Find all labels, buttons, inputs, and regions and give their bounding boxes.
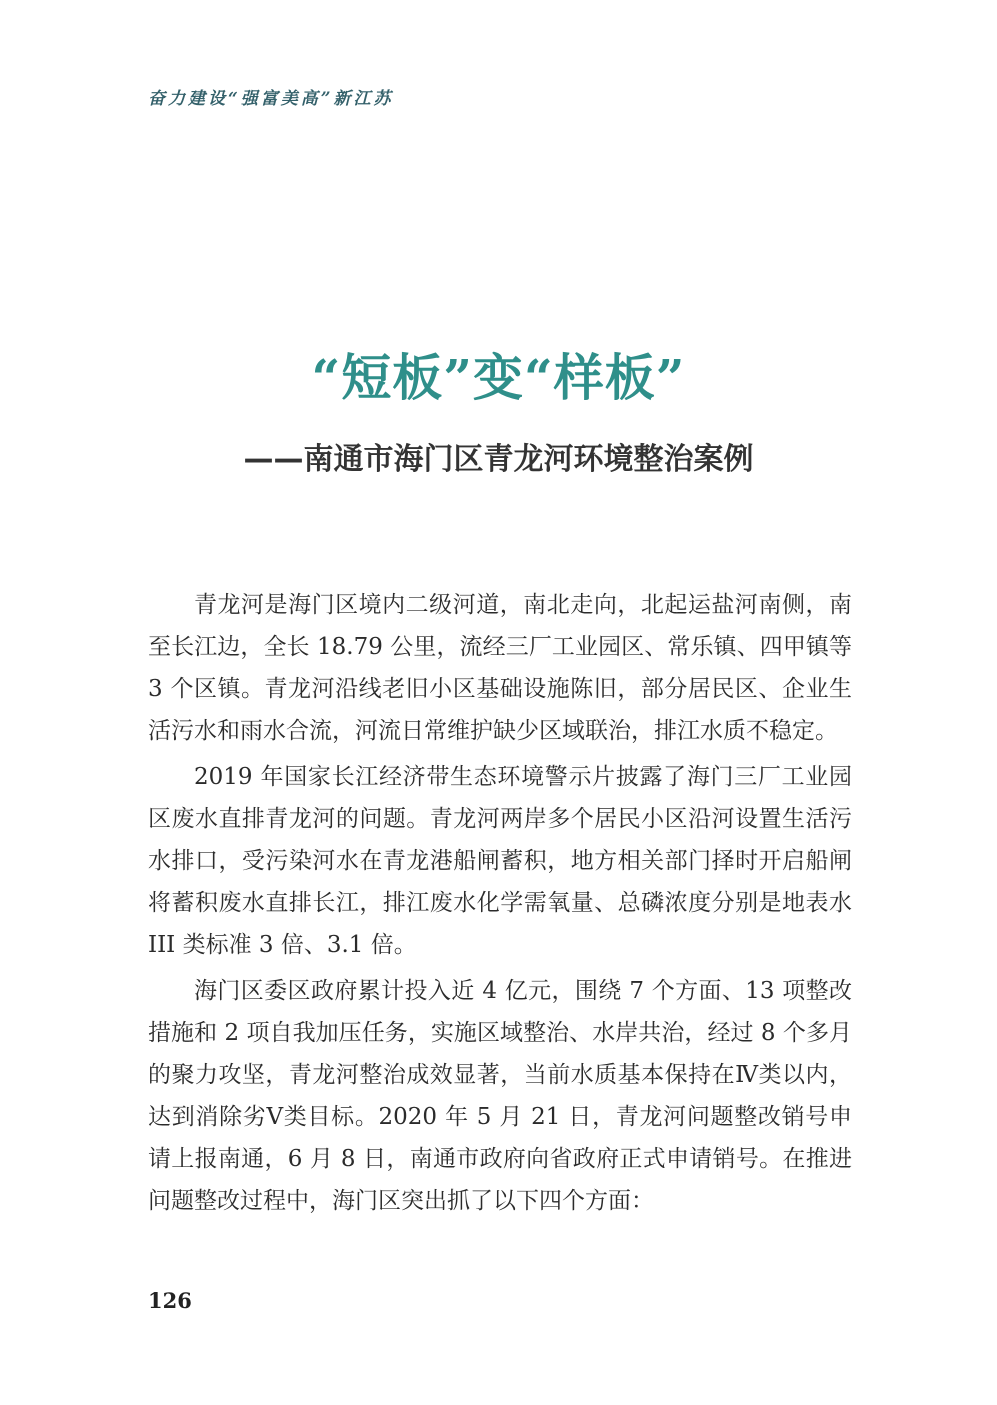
article-title: “短板”变“样板” <box>311 348 686 407</box>
article-body <box>148 584 852 1226</box>
paragraph: 2019 年国家长江经济带生态环境警示片披露了海门三厂工业园区废水直排青龙河的问题。青龙河两岸多个居民小区沿河设置生活污水排口，受污染河水在青龙港船闸蓄积，地方相关部门择时开启船闸将蓄积废水直排长江，排江废水化学需氧量、总磷浓度分别是地表水 III 类标准 3 倍、3.1 倍。 <box>148 764 852 958</box>
paragraph: 青龙河是海门区境内二级河道，南北走向，北起运盐河南侧，南至长江边，全长 18.79 公里，流经三厂工业园区、常乐镇、四甲镇等 3 个区镇。青龙河沿线老旧小区基础设施陈旧，部分居民区、企业生活污水和雨水合流，河流日常维护缺少区域联治，排江水质不稳定。 <box>148 592 852 744</box>
page-number: 126 <box>148 1288 192 1313</box>
running-header: 奋力建设“强富美高”新江苏 <box>148 89 394 109</box>
article-subtitle: ——南通市海门区青龙河环境整治案例 <box>243 442 754 477</box>
paragraph: 海门区委区政府累计投入近 4 亿元，围绕 7 个方面、13 项整改措施和 2 项自我加压任务，实施区域整治、水岸共治，经过 8 个多月的聚力攻坚，青龙河整治成效显著，当前水质基本保持在Ⅳ类以内，达到消除劣Ⅴ类目标。2020 年 5 月 21 日，青龙河问题整改销号申请上报南通，6 月 8 日，南通市政府向省政府正式申请销号。在推进问题整改过程中，海门区突出抓了以下四个方面： <box>148 978 852 1214</box>
